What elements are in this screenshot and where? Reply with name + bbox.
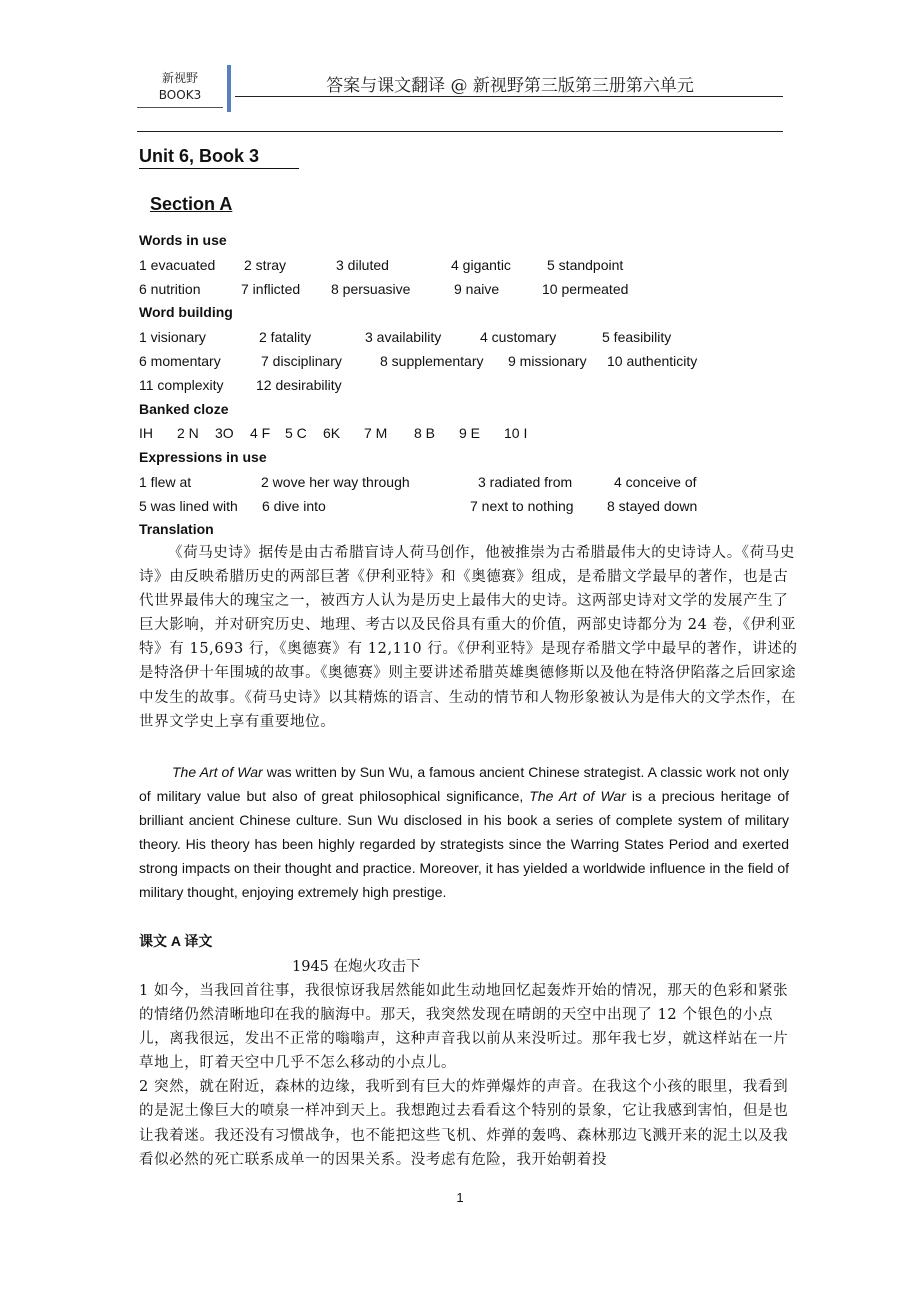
answer-item: 6 nutrition bbox=[139, 281, 201, 297]
answer-item: 4 customary bbox=[480, 329, 557, 345]
header-title-rule bbox=[235, 96, 783, 97]
answer-item: 7 inflicted bbox=[241, 281, 301, 297]
answer-item: IH bbox=[139, 425, 153, 441]
answer-item: 3 availability bbox=[365, 329, 442, 345]
header-badge-rule bbox=[137, 107, 223, 108]
translation-en-paragraph bbox=[139, 760, 789, 905]
text-a-title: 1945 在炮火攻击下 bbox=[292, 959, 421, 975]
answer-item: 8 B bbox=[414, 425, 436, 441]
answer-item: 1 evacuated bbox=[139, 257, 216, 273]
answer-item: 4 conceive of bbox=[614, 474, 697, 490]
answer-item: 5 C bbox=[285, 425, 307, 441]
translation-en-text: was written by Sun Wu, a famous ancient Chinese strategist. A classic work not only of military value but also of great philosophical significance, bbox=[139, 764, 789, 805]
expressions-in-use-row bbox=[139, 472, 697, 492]
translation-en-text: is a precious heritage of brilliant ancient Chinese culture. Sun Wu disclosed in his book a series of complete system of military theory. His theory has been highly regarded by strategists since the Warring States Period and exerted strong impacts on their thought and practice. Moreover, it has yielded a worldwide influence in the field of military thought, enjoying extremely high prestige. bbox=[139, 788, 789, 901]
expressions-in-use-row bbox=[139, 496, 697, 516]
answer-item: 9 naive bbox=[454, 281, 500, 297]
answer-item: 5 standpoint bbox=[547, 257, 624, 273]
words-in-use-row bbox=[139, 279, 628, 299]
text-a-heading: 课文 A 译文 bbox=[139, 933, 213, 949]
answer-item: 6K bbox=[323, 425, 341, 441]
answer-item: 10 I bbox=[504, 425, 528, 441]
answer-item: 6 dive into bbox=[262, 498, 326, 514]
header-badge bbox=[137, 70, 223, 104]
answer-item: 1 visionary bbox=[139, 329, 206, 345]
section-title: Section A bbox=[150, 194, 233, 214]
word-building-row bbox=[139, 327, 671, 347]
text-a-paragraph: 2 突然，就在附近，森林的边缘，我听到有巨大的炸弹爆炸的声音。在我这个小孩的眼里，我看到的是泥土像巨大的喷泉一样冲到天上。我想跑过去看看这个特别的景象，它让我感到害怕，但是也让我着迷。我还没有习惯战争，也不能把这些飞机、炸弹的轰鸣、森林那边飞溅开来的泥土以及我看似必然的死亡联系成单一的因果关系。没考虑有危险，我开始朝着投 bbox=[139, 1079, 789, 1168]
answer-item: 8 stayed down bbox=[607, 498, 698, 514]
expressions-in-use-label: Expressions in use bbox=[139, 449, 267, 465]
translation-label: Translation bbox=[139, 521, 214, 537]
answer-item: 7 disciplinary bbox=[261, 353, 342, 369]
answer-item: 2 stray bbox=[244, 257, 287, 273]
header-badge-line2: BOOK3 bbox=[158, 88, 202, 102]
answer-item: 10 permeated bbox=[542, 281, 629, 297]
words-in-use-label: Words in use bbox=[139, 232, 227, 248]
book-title: The Art of War bbox=[529, 788, 626, 805]
banked-cloze-row bbox=[139, 423, 527, 443]
answer-item: 3 radiated from bbox=[478, 474, 573, 490]
text-a-body bbox=[139, 979, 799, 1172]
page-number: 1 bbox=[456, 1190, 464, 1205]
answer-item: 12 desirability bbox=[256, 377, 342, 393]
word-building-row bbox=[139, 351, 697, 371]
answer-item: 11 complexity bbox=[139, 377, 224, 393]
header-title: 答案与课文翻译 @ 新视野第三版第三册第六单元 bbox=[326, 76, 694, 96]
word-building-label: Word building bbox=[139, 304, 233, 320]
answer-item: 2 wove her way through bbox=[261, 474, 410, 490]
answer-item: 2 N bbox=[177, 425, 199, 441]
word-building-row bbox=[139, 375, 342, 395]
answer-item: 10 authenticity bbox=[607, 353, 698, 369]
header-accent-bar bbox=[227, 65, 231, 112]
answer-item: 9 E bbox=[459, 425, 481, 441]
answer-item: 7 M bbox=[364, 425, 388, 441]
answer-item: 8 persuasive bbox=[331, 281, 411, 297]
answer-item: 5 feasibility bbox=[602, 329, 672, 345]
words-in-use-row bbox=[139, 255, 623, 275]
text-a-paragraph: 1 如今，当我回首往事，我很惊讶我居然能如此生动地回忆起轰炸开始的情况，那天的色彩和紧张的情绪仍然清晰地印在我的脑海中。那天，我突然发现在晴朗的天空中出现了 12 个银色的小点儿，离我很远，发出不正常的嗡嗡声，这种声音我以前从来没听过。那年我七岁，就这样站在一片草地上，盯着天空中几乎不怎么移动的小点儿。 bbox=[139, 983, 789, 1072]
banked-cloze-label: Banked cloze bbox=[139, 401, 229, 417]
unit-title: Unit 6, Book 3 bbox=[139, 146, 299, 169]
answer-item: 4 F bbox=[250, 425, 271, 441]
book-title: The Art of War bbox=[172, 764, 263, 780]
answer-item: 7 next to nothing bbox=[470, 498, 574, 514]
answer-item: 5 was lined with bbox=[139, 498, 238, 514]
answer-item: 6 momentary bbox=[139, 353, 221, 369]
answer-item: 2 fatality bbox=[259, 329, 312, 345]
header-badge-line1: 新视野 bbox=[161, 71, 198, 85]
answer-item: 8 supplementary bbox=[380, 353, 484, 369]
answer-item: 3O bbox=[215, 425, 234, 441]
header-divider bbox=[137, 131, 783, 132]
answer-item: 9 missionary bbox=[508, 353, 587, 369]
translation-cn-paragraph: 《荷马史诗》据传是由古希腊盲诗人荷马创作，他被推崇为古希腊最伟大的史诗诗人。《荷马史诗》由反映希腊历史的两部巨著《伊利亚特》和《奥德赛》组成，是希腊文学最早的著作，也是古代世界最伟大的瑰宝之一，被西方人认为是历史上最伟大的史诗。这两部史诗对文学的发展产生了巨大影响，并对研究历史、地理、考古以及民俗具有重大的价值，两部史诗都分为 24 卷，《伊利亚特》有 15,693 行，《奥德赛》有 12,110 行。《伊利亚特》是现存希腊文学中最早的著作，讲述的是特洛伊十年围城的故事。《奥德赛》则主要讲述希腊英雄奥德修斯以及他在特洛伊陷落之后回家途中发生的故事。《荷马史诗》以其精炼的语言、生动的情节和人物形象被认为是伟大的文学杰作，在世界文学史上享有重要地位。 bbox=[139, 545, 798, 730]
answer-item: 4 gigantic bbox=[451, 257, 511, 273]
answer-item: 3 diluted bbox=[336, 257, 389, 273]
answer-item: 1 flew at bbox=[139, 474, 192, 490]
